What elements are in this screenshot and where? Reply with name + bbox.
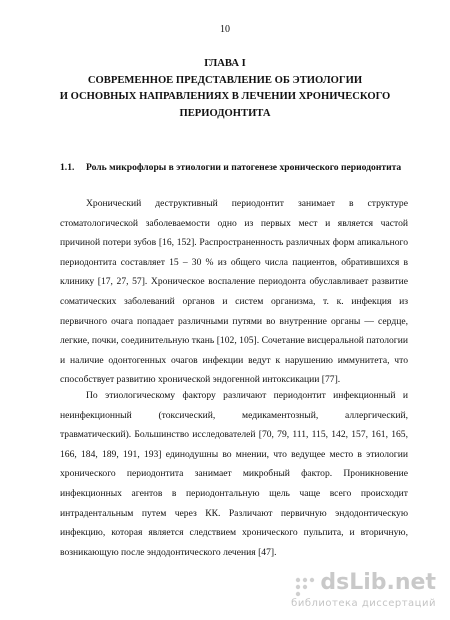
paragraph-2: По этиологическому фактору различают периодонтит инфекционный и неинфекционный (токсический, медикаментозный, аллергический, травматический). Большинство исследователей [70, 79, 111, 115, 142, 157, 161, 165, 166, 184, 189, 191, 193] единодушны во мнении, что ведущее место в этиологии хронического периодонтита занимает микробный фактор. Проникновение инфекционных агентов в периодонтальную щель чаще всего происходит интрадентальным путем через КК. Различают первичную эндодонтическую инфекцию, которая является следствием хронического пульпита, и вторичную, возникающую после эндодонтического лечения [47]. <box>60 390 408 558</box>
chapter-title-line-2: И ОСНОВНЫХ НАПРАВЛЕНИЯХ В ЛЕЧЕНИИ ХРОНИЧЕСКОГО <box>59 91 391 102</box>
chapter-label: ГЛАВА I <box>204 58 246 69</box>
chapter-title-line-3: ПЕРИОДОНТИТА <box>179 107 271 119</box>
paragraph-1: Хронический деструктивный периодонтит занимает в структуре стоматологической заболеваемости одно из первых мест и является частой причиной потери зубов [16, 152]. Распространенность различных форм апикального периодонтита составляет 15 – 30 % из общего числа пациентов, обратившихся в клинику [17, 27, 57]. Хроническое воспаление периодонта обуславливает развитие соматических заболеваний органов и систем организма, т. к. инфекция из первичного очага попадает различными путями во внутренние органы — сердце, легкие, почки, соединительную ткань [102, 105]. Сочетание висцеральной патологии и наличие одонтогенных очагов инфекции ведут к нарушению иммунитета, что способствует развитию хронической эндогенной интоксикации [77]. <box>60 198 408 386</box>
page-number: 10 <box>220 24 230 35</box>
chapter-title-line-1: СОВРЕМЕННОЕ ПРЕДСТАВЛЕНИЕ ОБ ЭТИОЛОГИИ <box>87 74 363 86</box>
dslib-logo-icon <box>292 574 318 600</box>
section-number: 1.1. <box>60 162 75 173</box>
watermark-tagline: библиотека диссертаций <box>291 598 436 609</box>
watermark-logo-text: dsLib.net <box>320 570 436 595</box>
section-title: Роль микрофлоры в этиологии и патогенезе хронического периодонтита <box>86 162 402 173</box>
section-heading <box>60 161 420 175</box>
chapter-heading <box>40 56 410 122</box>
watermark <box>236 570 436 614</box>
